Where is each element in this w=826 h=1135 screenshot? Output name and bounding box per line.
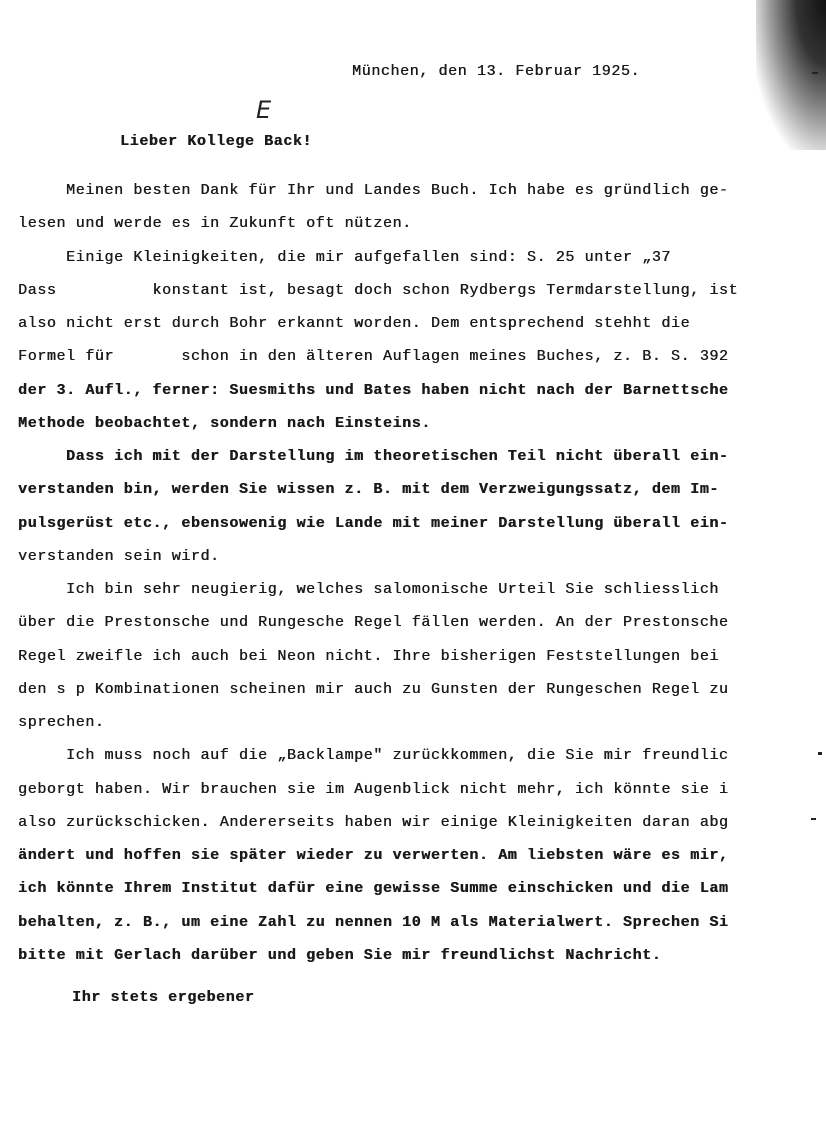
body-line: Dass konstant ist, besagt doch schon Rydbergs Termdarstellung, ist <box>18 282 739 299</box>
body-line: ändert und hoffen sie später wieder zu verwerten. Am liebsten wäre es mir, <box>18 847 729 864</box>
body-line: Einige Kleinigkeiten, die mir aufgefallen sind: S. 25 unter „37 <box>66 249 671 266</box>
scan-speck <box>812 72 818 74</box>
archive-mark: E <box>256 96 272 124</box>
body-line: also nicht erst durch Bohr erkannt worden. Dem entsprechend stehht die <box>18 315 691 332</box>
body-line: Dass ich mit der Darstellung im theoretischen Teil nicht überall ein- <box>66 448 729 465</box>
body-line: also zurückschicken. Andererseits haben wir einige Kleinigkeiten daran abg <box>18 814 729 831</box>
dateline: München, den 13. Februar 1925. <box>352 63 641 80</box>
scan-speck <box>818 752 822 755</box>
scan-corner-shadow <box>756 0 826 150</box>
body-line: Meinen besten Dank für Ihr und Landes Buch. Ich habe es gründlich ge- <box>66 182 729 199</box>
body-line: bitte mit Gerlach darüber und geben Sie mir freundlichst Nachricht. <box>18 947 662 964</box>
body-line: verstanden sein wird. <box>18 548 220 565</box>
body-line: ich könnte Ihrem Institut dafür eine gewisse Summe einschicken und die Lam <box>18 880 729 897</box>
body-line: Formel für schon in den älteren Auflagen meines Buches, z. B. S. 392 <box>18 348 729 365</box>
body-line: lesen und werde es in Zukunft oft nützen. <box>18 215 412 232</box>
body-line: Ich bin sehr neugierig, welches salomonische Urteil Sie schliesslich <box>66 581 719 598</box>
scan-speck <box>811 818 816 820</box>
body-line: geborgt haben. Wir brauchen sie im Augenblick nicht mehr, ich könnte sie i <box>18 781 729 798</box>
body-line: der 3. Aufl., ferner: Suesmiths und Bates haben nicht nach der Barnettsche <box>18 382 729 399</box>
closing: Ihr stets ergebener <box>72 989 255 1006</box>
body-line: Methode beobachtet, sondern nach Einsteins. <box>18 415 431 432</box>
body-line: den s p Kombinationen scheinen mir auch zu Gunsten der Rungeschen Regel zu <box>18 681 729 698</box>
body-line: über die Prestonsche und Rungesche Regel fällen werden. An der Prestonsche <box>18 614 729 631</box>
body-line: pulsgerüst etc., ebensowenig wie Lande mit meiner Darstellung überall ein- <box>18 515 729 532</box>
body-line: behalten, z. B., um eine Zahl zu nennen 10 M als Materialwert. Sprechen Si <box>18 914 729 931</box>
body-line: sprechen. <box>18 714 105 731</box>
salutation: Lieber Kollege Back! <box>120 133 313 150</box>
body-line: Regel zweifle ich auch bei Neon nicht. Ihre bisherigen Feststellungen bei <box>18 648 719 665</box>
body-line: Ich muss noch auf die „Backlampe" zurückkommen, die Sie mir freundlic <box>66 747 729 764</box>
body-line: verstanden bin, werden Sie wissen z. B. mit dem Verzweigungssatz, dem Im- <box>18 481 719 498</box>
